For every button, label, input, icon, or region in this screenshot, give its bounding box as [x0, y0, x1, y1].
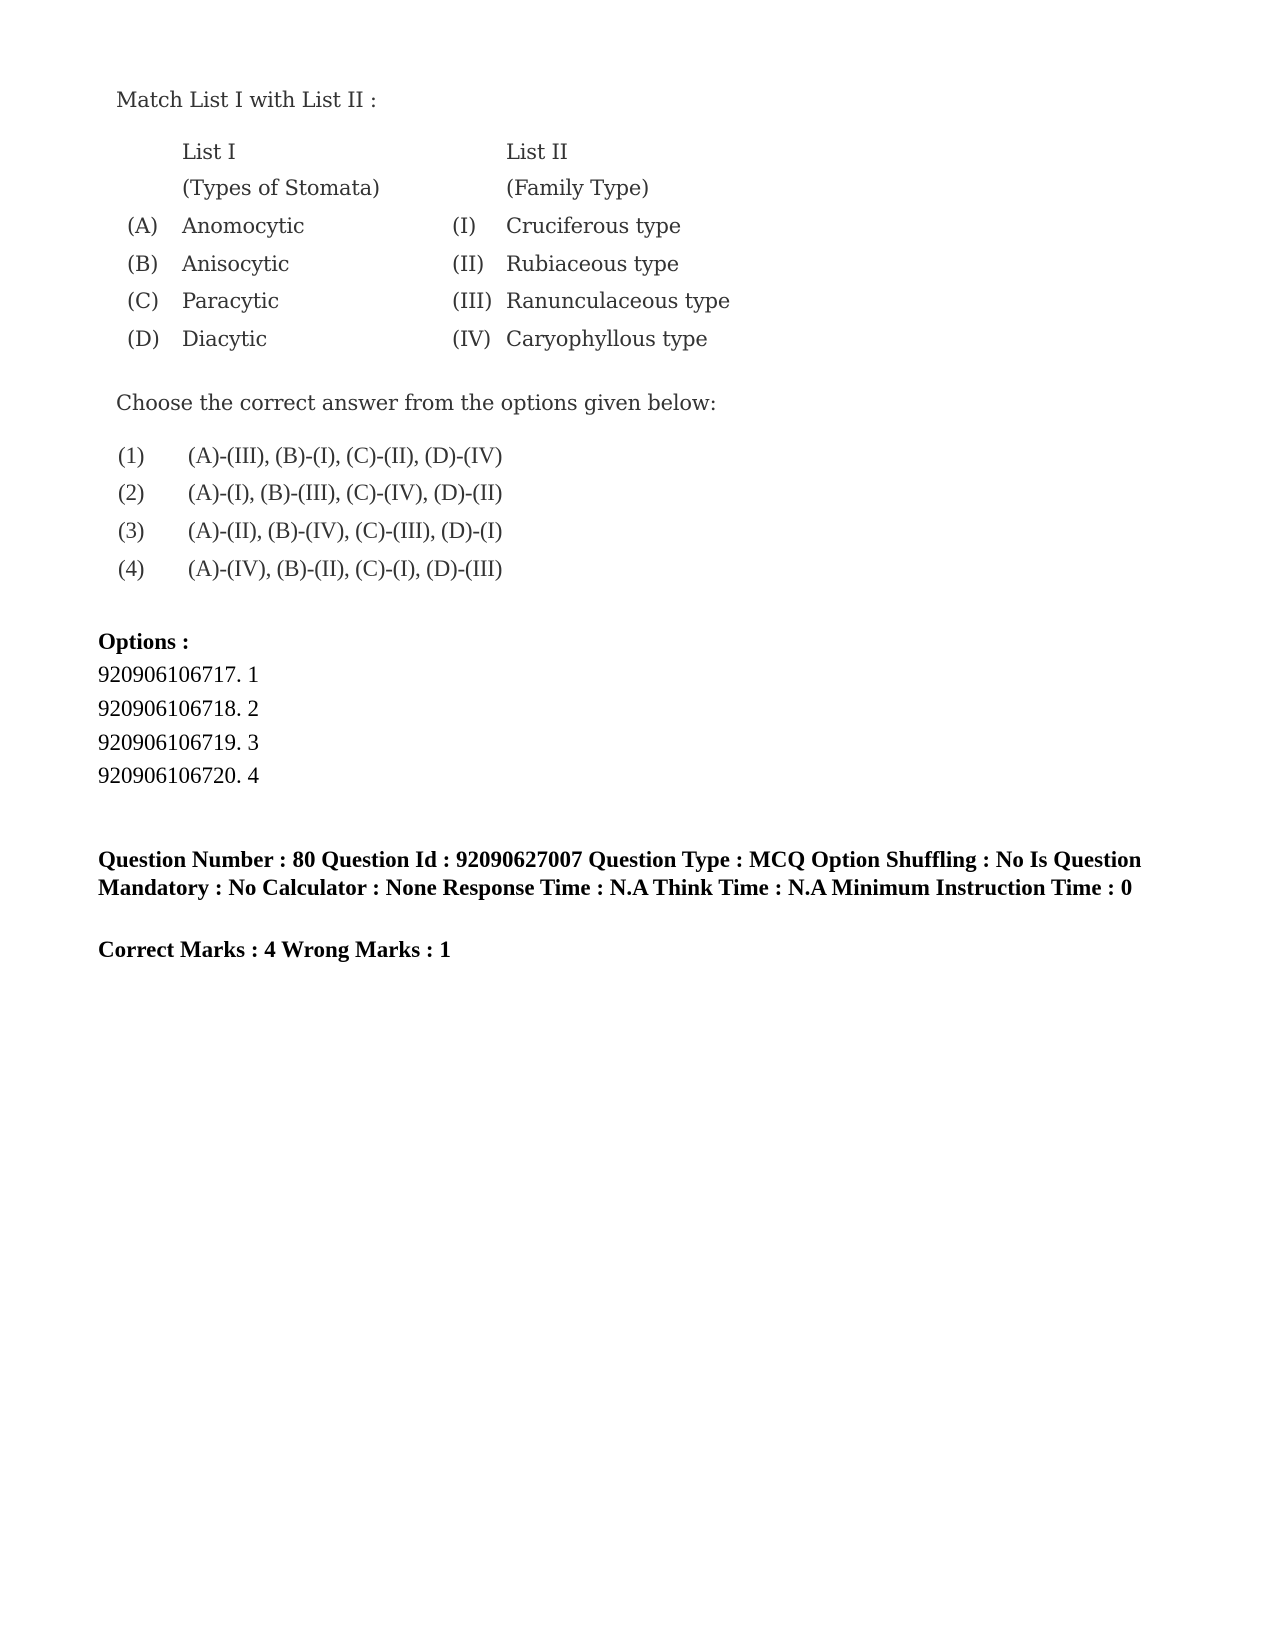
- question-image: [100, 78, 780, 618]
- answer-option-number: (1): [118, 443, 145, 468]
- answer-option-number: (4): [118, 556, 145, 581]
- option-item: 920906106720. 4: [98, 763, 259, 788]
- list2-item-text: Rubiaceous type: [506, 252, 679, 276]
- list2-item-label: (II): [452, 252, 485, 276]
- option-item: 920906106718. 2: [98, 696, 259, 721]
- list1-item-label: (D): [127, 327, 160, 351]
- list1-item-label: (B): [127, 252, 159, 276]
- option-item: 920906106719. 3: [98, 730, 259, 755]
- answer-option-number: (3): [118, 518, 145, 543]
- question-metadata: Question Number : 80 Question Id : 92090627007 Question Type : MCQ Option Shuffling : No Is Question Mandatory : No Calculator : None Response Time : N.A Think Time : N.A Minimum Instruction Time : 0: [98, 847, 1142, 900]
- list2-item-text: Ranunculaceous type: [506, 289, 731, 313]
- list1-item-text: Anisocytic: [182, 252, 290, 276]
- list2-item-text: Caryophyllous type: [506, 327, 708, 351]
- choose-instruction: Choose the correct answer from the options given below:: [116, 391, 717, 415]
- list2-title: List II: [506, 140, 568, 164]
- answer-option-text: (A)-(III), (B)-(I), (C)-(II), (D)-(IV): [188, 443, 503, 468]
- list2-subtitle: (Family Type): [506, 176, 650, 200]
- list2-item-label: (III): [452, 289, 493, 313]
- list1-item-text: Diacytic: [182, 327, 268, 351]
- list1-subtitle: (Types of Stomata): [182, 176, 380, 200]
- list2-item-label: (IV): [452, 327, 492, 351]
- answer-option-text: (A)-(II), (B)-(IV), (C)-(III), (D)-(I): [188, 518, 503, 543]
- answer-option-text: (A)-(IV), (B)-(II), (C)-(I), (D)-(III): [188, 556, 503, 581]
- answer-option-text: (A)-(I), (B)-(III), (C)-(IV), (D)-(II): [188, 480, 503, 505]
- question-instruction: Match List I with List II :: [116, 88, 377, 112]
- list1-item-label: (C): [127, 289, 159, 313]
- list2-item-text: Cruciferous type: [506, 214, 681, 238]
- marks-info: Correct Marks : 4 Wrong Marks : 1: [98, 937, 451, 962]
- list1-item-text: Anomocytic: [182, 214, 305, 238]
- answer-option-number: (2): [118, 480, 145, 505]
- options-heading: Options :: [98, 629, 190, 654]
- list2-item-label: (I): [452, 214, 477, 238]
- option-item: 920906106717. 1: [98, 662, 259, 687]
- list1-title: List I: [182, 140, 236, 164]
- list1-item-text: Paracytic: [182, 289, 280, 313]
- list1-item-label: (A): [127, 214, 158, 238]
